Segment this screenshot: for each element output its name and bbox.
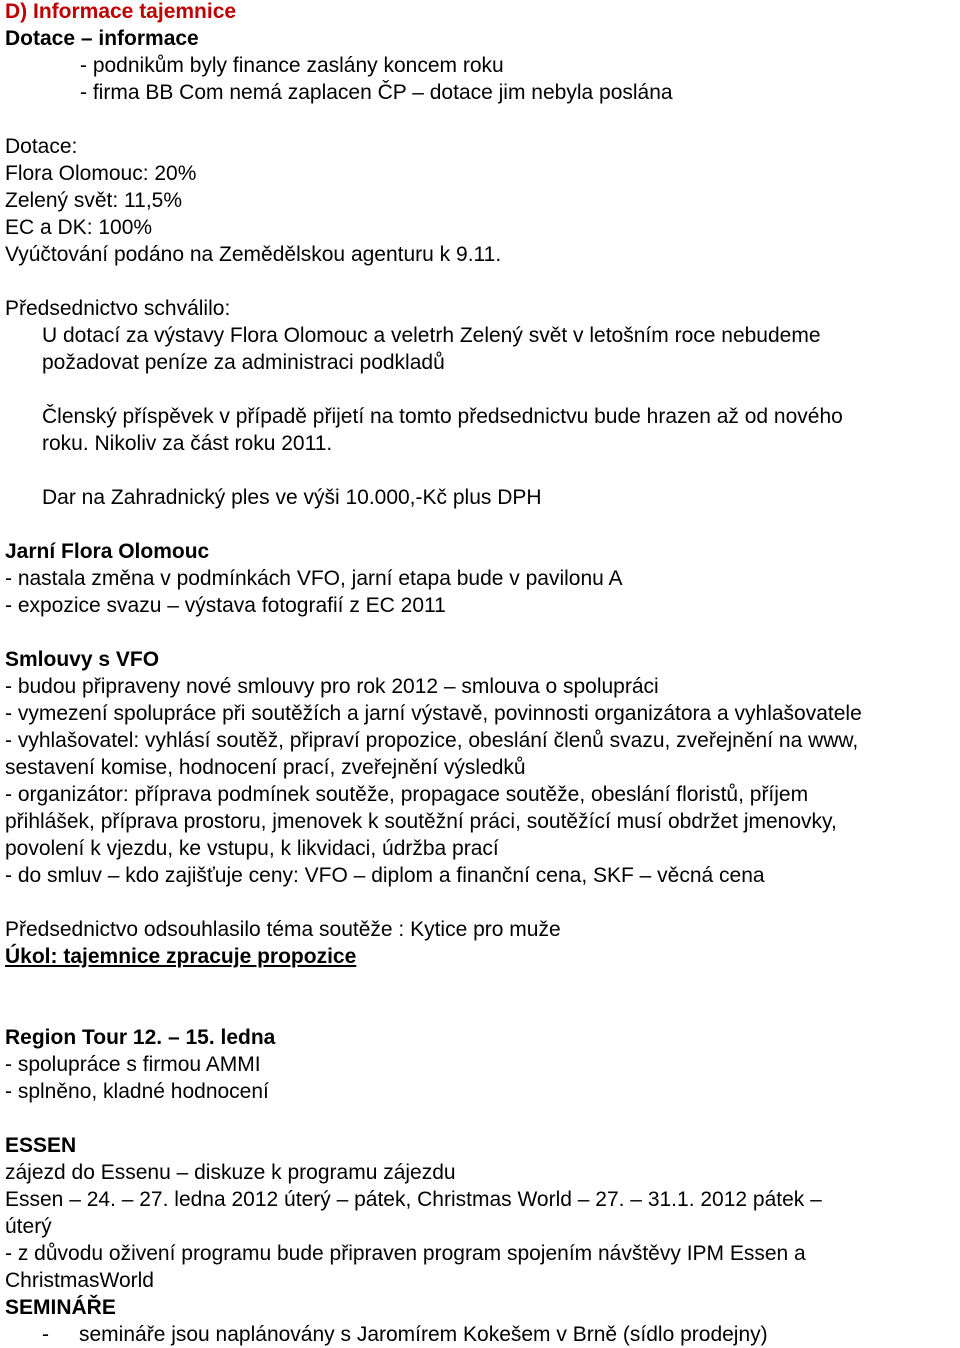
dotace-label: Dotace: <box>5 135 78 158</box>
section-title: D) Informace tajemnice <box>5 0 237 23</box>
list-item: přihlášek, příprava prostoru, jmenovek k soutěžní práci, soutěžící musí obdržet jmenovky, <box>5 810 837 833</box>
predsednictvo-line: U dotací za výstavy Flora Olomouc a veletrh Zelený svět v letošním roce nebudeme <box>42 324 821 347</box>
list-item: - vymezení spolupráce při soutěžích a jarní výstavě, povinnosti organizátora a vyhlašovatele <box>5 702 862 725</box>
document-page <box>5 0 960 1348</box>
list-item: - budou připraveny nové smlouvy pro rok 2012 – smlouva o spolupráci <box>5 675 659 698</box>
list-item: sestavení komise, hodnocení prací, zveřejnění výsledků <box>5 756 526 779</box>
region-tour-heading: Region Tour 12. – 15. ledna <box>5 1026 276 1049</box>
list-item: - vyhlašovatel: vyhlásí soutěž, připraví propozice, obeslání členů svazu, zveřejnění na www, <box>5 729 859 752</box>
essen-line: úterý <box>5 1215 52 1238</box>
list-item: - splněno, kladné hodnocení <box>5 1080 269 1103</box>
list-item: - nastala změna v podmínkách VFO, jarní etapa bude v pavilonu A <box>5 567 623 590</box>
list-item: - expozice svazu – výstava fotografií z EC 2011 <box>5 594 446 617</box>
predsednictvo-line: požadovat peníze za administraci podkladů <box>42 351 445 374</box>
seminare-heading: SEMINÁŘE <box>5 1296 116 1319</box>
dotace-line: Vyúčtování podáno na Zemědělskou agenturu k 9.11. <box>5 243 502 266</box>
list-dash: - <box>42 1323 49 1346</box>
list-item: - podnikům byly finance zaslány koncem roku <box>80 54 504 77</box>
dotace-line: Flora Olomouc: 20% <box>5 162 197 185</box>
list-item: - organizátor: příprava podmínek soutěže, propagace soutěže, obeslání floristů, příjem <box>5 783 809 806</box>
essen-line: ChristmasWorld <box>5 1269 154 1292</box>
predsednictvo-line: Členský příspěvek v případě přijetí na tomto předsednictvu bude hrazen až od nového <box>42 405 843 428</box>
essen-line: zájezd do Essenu – diskuze k programu zájezdu <box>5 1161 456 1184</box>
essen-line: - z důvodu oživení programu bude připraven program spojením návštěvy IPM Essen a <box>5 1242 806 1265</box>
essen-line: Essen – 24. – 27. ledna 2012 úterý – pátek, Christmas World – 27. – 31.1. 2012 pátek – <box>5 1188 822 1211</box>
predsednictvo-line: Dar na Zahradnický ples ve výši 10.000,-Kč plus DPH <box>42 486 542 509</box>
dotace-line: Zelený svět: 11,5% <box>5 189 183 212</box>
predsednictvo-line: roku. Nikoliv za část roku 2011. <box>42 432 333 455</box>
predsednictvo-label: Předsednictvo schválilo: <box>5 297 231 320</box>
list-item: - do smluv – kdo zajišťuje ceny: VFO – diplom a finanční cena, SKF – věcná cena <box>5 864 765 887</box>
dotace-info-heading: Dotace – informace <box>5 27 199 50</box>
smlouvy-heading: Smlouvy s VFO <box>5 648 160 671</box>
task-line: Úkol: tajemnice zpracuje propozice <box>5 945 357 968</box>
list-item: - firma BB Com nemá zaplacen ČP – dotace jim nebyla poslána <box>80 81 673 104</box>
dotace-line: EC a DK: 100% <box>5 216 153 239</box>
list-item-text: semináře jsou naplánovány s Jaromírem Kokešem v Brně (sídlo prodejny) <box>79 1323 768 1346</box>
jarni-flora-heading: Jarní Flora Olomouc <box>5 540 210 563</box>
list-item: povolení k vjezdu, ke vstupu, k likvidaci, údržba prací <box>5 837 499 860</box>
list-item: - spolupráce s firmou AMMI <box>5 1053 261 1076</box>
essen-heading: ESSEN <box>5 1134 77 1157</box>
approved-topic: Předsednictvo odsouhlasilo téma soutěže : Kytice pro muže <box>5 918 561 941</box>
